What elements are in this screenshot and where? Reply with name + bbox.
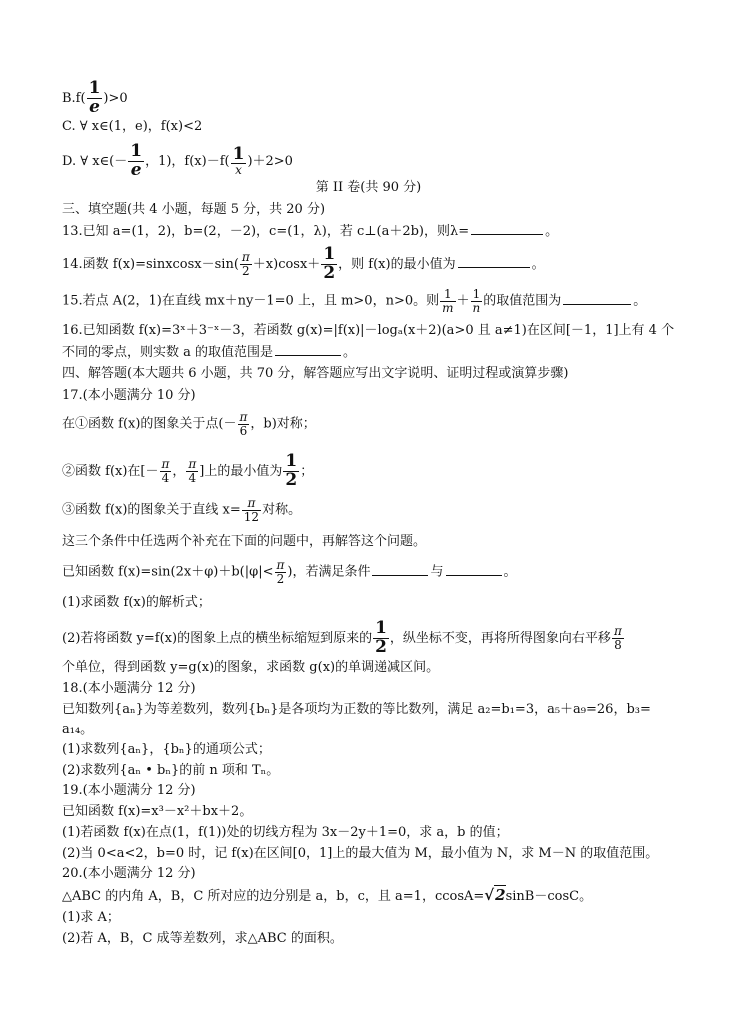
question-20-part-1: (1)求 A；: [62, 910, 120, 925]
question-19-heading: 19.(本小题满分 12 分): [62, 783, 196, 798]
question-13: 13.已知 a=(1，2)，b=(2，－2)，c=(1，λ)，若 c⊥(a＋2b)，则λ= 。: [62, 224, 559, 239]
fraction: $\frac{1}{e}$: [130, 141, 143, 180]
fraction: $\frac{1}{2}$: [375, 618, 387, 657]
question-20-part-2: (2)若 A，B，C 成等差数列，求△ABC 的面积。: [62, 931, 343, 946]
question-17-part-2-cont: 个单位，得到函数 y=g(x)的图象，求函数 g(x)的单调递减区间。: [62, 660, 440, 675]
fraction: $\frac{\pi}{8}$: [613, 624, 622, 652]
option-b: B.f( $\frac{1}{e}$ )>0: [62, 78, 128, 117]
fraction: $\frac{\pi}{12}$: [243, 496, 260, 524]
fraction-1-over-e: $\frac{1}{e}$: [88, 78, 101, 117]
fraction: $\frac{1}{n}$: [472, 287, 481, 315]
answer-blank: [446, 574, 502, 576]
question-17-heading: 17.(本小题满分 10 分): [62, 388, 196, 403]
question-16-line-2: 不同的零点，则实数 a 的取值范围是 。: [62, 345, 357, 360]
answer-heading: 四、解答题(本大题共 6 小题，共 70 分，解答题应写出文字说明、证明过程或演算步骤): [62, 366, 569, 381]
question-17-part-1: (1)求函数 f(x)的解析式；: [62, 595, 211, 610]
square-root: √2: [484, 886, 506, 904]
option-d: D. ∀ x∈(－ $\frac{1}{e}$ ，1)，f(x)－f( $\frac{1}{x}$ )＋2>0: [62, 141, 293, 180]
section-title: 第 II 卷(共 90 分): [315, 180, 422, 195]
fraction: $\frac{1}{2}$: [285, 451, 298, 490]
question-17-given: 已知函数 f(x)=sin(2x＋φ)＋b(|φ|< $\frac{\pi}{2}$ )，若满足条件 与 。: [62, 558, 517, 586]
option-c: C. ∀ x∈(1，e)，f(x)<2: [62, 119, 203, 134]
question-20-line-1: △ABC 的内角 A，B，C 所对应的边分别是 a，b，c，且 a=1，ccosA=√2sinB－cosC。: [62, 886, 593, 904]
fraction: $\frac{\pi}{6}$: [239, 410, 248, 438]
question-18-line-1: 已知数列{aₙ}为等差数列，数列{bₙ}是各项均为正数的等比数列，满足 a₂=b₁=3，a₅＋a₉=26，b₃=: [62, 702, 651, 717]
answer-blank: [372, 574, 428, 576]
condition-2: ②函数 f(x)在[－ $\frac{\pi}{4}$ ， $\frac{\pi}{4}$ ]上的最小值为 $\frac{1}{2}$ ；: [62, 451, 314, 490]
question-18-part-1: (1)求数列{aₙ}，{bₙ}的通项公式；: [62, 742, 271, 757]
question-17-choose: 这三个条件中任选两个补充在下面的问题中，再解答这个问题。: [62, 534, 427, 549]
question-20-heading: 20.(本小题满分 12 分): [62, 866, 196, 881]
fraction: $\frac{\pi}{2}$: [276, 558, 285, 586]
question-19-part-1: (1)若函数 f(x)在点(1，f(1))处的切线方程为 3x－2y＋1=0，求 a，b 的值；: [62, 825, 509, 840]
question-16-line-1: 16.已知函数 f(x)=3ˣ＋3⁻ˣ－3，若函数 g(x)=|f(x)|－logₐ(x＋2)(a>0 且 a≠1)在区间[－1，1]上有 4 个: [62, 323, 675, 338]
question-18-heading: 18.(本小题满分 12 分): [62, 681, 196, 696]
question-19-line-1: 已知函数 f(x)=x³－x²＋bx＋2。: [62, 804, 253, 819]
fraction: $\frac{1}{2}$: [323, 244, 336, 283]
question-15: 15.若点 A(2，1)在直线 mx＋ny－1=0 上，且 m>0，n>0。则 $\frac{1}{m}$ ＋ $\frac{1}{n}$ 的取值范围为 。: [62, 287, 647, 315]
fraction: $\frac{1}{m}$: [442, 287, 454, 315]
answer-blank: [471, 233, 543, 235]
fraction: $\frac{\pi}{4}$: [188, 457, 197, 485]
condition-3: ③函数 f(x)的图象关于直线 x= $\frac{\pi}{12}$ 对称。: [62, 496, 302, 524]
fraction: $\frac{\pi}{4}$: [161, 457, 170, 485]
answer-blank: [275, 354, 341, 356]
question-18-line-2: a₁₄。: [62, 722, 94, 737]
question-18-part-2: (2)求数列{aₙ • bₙ}的前 n 项和 Tₙ。: [62, 763, 280, 778]
answer-blank: [458, 266, 530, 268]
question-17-part-2: (2)若将函数 y=f(x)的图象上点的横坐标缩短到原来的 $\frac{1}{2}$ ，纵坐标不变，再将所得图象向右平移 $\frac{\pi}{8}$: [62, 618, 622, 657]
fill-in-heading: 三、填空题(共 4 小题，每题 5 分，共 20 分): [62, 202, 326, 217]
question-14: 14.函数 f(x)=sinxcosx－sin( $\frac{\pi}{2}$ ＋x)cosx＋ $\frac{1}{2}$ ，则 f(x)的最小值为 。: [62, 244, 545, 283]
fraction: $\frac{\pi}{2}$: [241, 250, 250, 278]
condition-1: 在①函数 f(x)的图象关于点(－ $\frac{\pi}{6}$ ，b)对称；: [62, 410, 316, 438]
fraction: $\frac{1}{x}$: [232, 143, 245, 178]
question-19-part-2: (2)当 0<a<2，b=0 时，记 f(x)在区间[0，1]上的最大值为 M，最小值为 N，求 M－N 的取值范围。: [62, 846, 659, 861]
answer-blank: [563, 303, 631, 305]
